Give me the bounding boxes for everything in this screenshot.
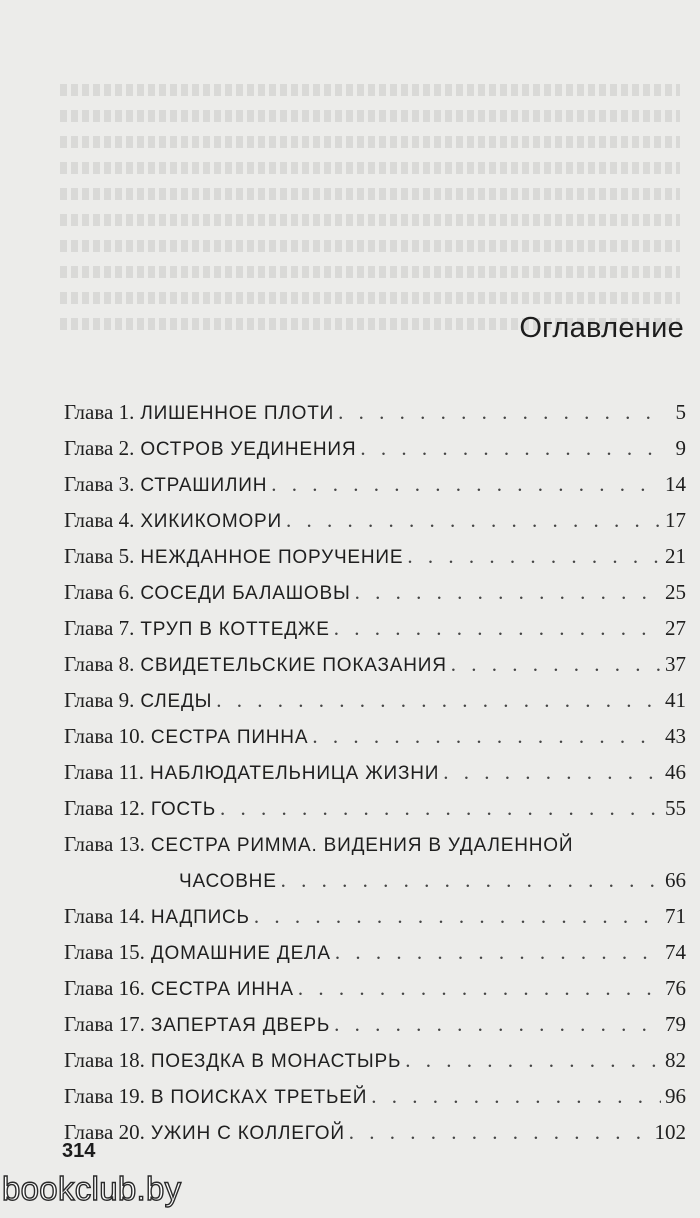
chapter-label: Глава 15. bbox=[64, 940, 145, 964]
toc-entry[interactable] bbox=[64, 538, 686, 574]
chapter-label: Глава 1. bbox=[64, 400, 135, 424]
dot-leader bbox=[335, 934, 661, 970]
toc-entry[interactable] bbox=[64, 1006, 686, 1042]
page-ref: 37 bbox=[665, 652, 686, 676]
chapter-label: Глава 14. bbox=[64, 904, 145, 928]
toc-entry[interactable] bbox=[64, 898, 686, 934]
page-ref: 55 bbox=[665, 796, 686, 820]
chapter-name: СЕСТРА ПИННА bbox=[150, 727, 309, 748]
page-ref: 74 bbox=[665, 940, 686, 964]
toc-entry-main bbox=[64, 826, 686, 898]
page-ref: 43 bbox=[665, 724, 686, 748]
toc-entry[interactable] bbox=[64, 430, 686, 466]
page-ref: 76 bbox=[665, 976, 686, 1000]
chapter-name: ХИКИКОМОРИ bbox=[140, 511, 282, 532]
toc-entry[interactable] bbox=[64, 934, 686, 970]
chapter-label: Глава 8. bbox=[64, 652, 135, 676]
dot-leader bbox=[338, 394, 664, 430]
chapter-label: Глава 12. bbox=[64, 796, 145, 820]
chapter-label: Глава 7. bbox=[64, 616, 135, 640]
page-ref: 17 bbox=[665, 508, 686, 532]
chapter-name-continued: ЧАСОВНЕ bbox=[179, 871, 277, 892]
chapter-name: ДОМАШНИЕ ДЕЛА bbox=[150, 943, 331, 964]
page-ref: 25 bbox=[665, 580, 686, 604]
page-ref: 96 bbox=[665, 1084, 686, 1108]
chapter-name: СВИДЕТЕЛЬСКИЕ ПОКАЗАНИЯ bbox=[140, 655, 447, 676]
toc-entry[interactable] bbox=[64, 502, 686, 538]
page-ref: 79 bbox=[665, 1012, 686, 1036]
page-ref: 14 bbox=[665, 472, 686, 496]
chapter-name: СОСЕДИ БАЛАШОВЫ bbox=[140, 583, 351, 604]
dot-leader bbox=[443, 754, 661, 790]
chapter-label: Глава 16. bbox=[64, 976, 145, 1000]
chapter-label: Глава 3. bbox=[64, 472, 135, 496]
chapter-label: Глава 18. bbox=[64, 1048, 145, 1072]
toc-entry[interactable] bbox=[64, 718, 686, 754]
chapter-label: Глава 6. bbox=[64, 580, 135, 604]
chapter-label: Глава 10. bbox=[64, 724, 145, 748]
toc-entry[interactable] bbox=[64, 394, 686, 430]
chapter-name: ЛИШЕННОЕ ПЛОТИ bbox=[140, 403, 335, 424]
page-ref: 66 bbox=[665, 868, 686, 892]
page-ref: 102 bbox=[654, 1120, 686, 1144]
chapter-name: В ПОИСКАХ ТРЕТЬЕЙ bbox=[150, 1087, 368, 1108]
chapter-name: ЗАПЕРТАЯ ДВЕРЬ bbox=[150, 1015, 331, 1036]
toc-entry[interactable] bbox=[64, 754, 686, 790]
toc-entry[interactable] bbox=[64, 610, 686, 646]
chapter-name: СЕСТРА РИММА. ВИДЕНИЯ В УДАЛЕННОЙ bbox=[150, 835, 574, 856]
toc-title: Оглавление bbox=[519, 312, 684, 344]
toc-entry[interactable] bbox=[64, 682, 686, 718]
page-ref: 27 bbox=[665, 616, 686, 640]
toc-entry[interactable] bbox=[64, 466, 686, 502]
chapter-label: Глава 13. bbox=[64, 832, 145, 856]
chapter-label: Глава 11. bbox=[64, 760, 145, 784]
chapter-name: СЛЕДЫ bbox=[140, 691, 213, 712]
dot-leader bbox=[220, 790, 661, 826]
page-ref: 9 bbox=[675, 436, 686, 460]
dot-leader bbox=[355, 574, 661, 610]
chapter-name: ТРУП В КОТТЕДЖЕ bbox=[140, 619, 330, 640]
page-number: 314 bbox=[62, 1140, 96, 1162]
dot-leader bbox=[360, 430, 664, 466]
chapter-name: ПОЕЗДКА В МОНАСТЫРЬ bbox=[150, 1051, 402, 1072]
toc-entry[interactable] bbox=[64, 1078, 686, 1114]
dot-leader bbox=[371, 1078, 661, 1114]
dot-leader bbox=[286, 502, 661, 538]
toc-entry[interactable] bbox=[64, 1114, 686, 1150]
chapter-label: Глава 2. bbox=[64, 436, 135, 460]
chapter-label: Глава 20. bbox=[64, 1120, 145, 1144]
dot-leader bbox=[281, 862, 661, 898]
chapter-name: УЖИН С КОЛЛЕГОЙ bbox=[150, 1123, 345, 1144]
chapter-label: Глава 4. bbox=[64, 508, 135, 532]
page-ref: 21 bbox=[665, 544, 686, 568]
dot-leader bbox=[451, 646, 661, 682]
toc-entry[interactable] bbox=[64, 970, 686, 1006]
dot-leader bbox=[405, 1042, 661, 1078]
dot-leader bbox=[334, 1006, 661, 1042]
chapter-label: Глава 5. bbox=[64, 544, 135, 568]
chapter-name: ГОСТЬ bbox=[150, 799, 216, 820]
chapter-name: НАДПИСЬ bbox=[150, 907, 250, 928]
toc-list bbox=[64, 394, 686, 1150]
toc-entry[interactable] bbox=[64, 1042, 686, 1078]
page-ref: 82 bbox=[665, 1048, 686, 1072]
page-ref: 5 bbox=[675, 400, 686, 424]
chapter-name: СЕСТРА ИННА bbox=[150, 979, 294, 1000]
toc-entry[interactable] bbox=[64, 826, 686, 898]
chapter-name: ОСТРОВ УЕДИНЕНИЯ bbox=[140, 439, 357, 460]
toc-entry-line bbox=[64, 862, 686, 898]
page-ref: 46 bbox=[665, 760, 686, 784]
dot-leader bbox=[254, 898, 661, 934]
toc-entry-line bbox=[64, 826, 686, 862]
chapter-name: НАБЛЮДАТЕЛЬНИЦА ЖИЗНИ bbox=[150, 763, 440, 784]
dot-leader bbox=[407, 538, 661, 574]
chapter-label: Глава 9. bbox=[64, 688, 135, 712]
dot-leader bbox=[216, 682, 661, 718]
dot-leader bbox=[271, 466, 661, 502]
page-ref: 71 bbox=[665, 904, 686, 928]
watermark: bookclub.by bbox=[2, 1170, 182, 1207]
toc-entry[interactable] bbox=[64, 574, 686, 610]
chapter-name: СТРАШИЛИН bbox=[140, 475, 268, 496]
dot-leader bbox=[334, 610, 661, 646]
chapter-name: НЕЖДАННОЕ ПОРУЧЕНИЕ bbox=[140, 547, 404, 568]
toc-entry[interactable] bbox=[64, 646, 686, 682]
chapter-label: Глава 19. bbox=[64, 1084, 145, 1108]
dot-leader bbox=[349, 1114, 651, 1150]
page-ref: 41 bbox=[665, 688, 686, 712]
dot-leader bbox=[298, 970, 661, 1006]
toc-entry[interactable] bbox=[64, 790, 686, 826]
chapter-label: Глава 17. bbox=[64, 1012, 145, 1036]
dot-leader bbox=[312, 718, 661, 754]
